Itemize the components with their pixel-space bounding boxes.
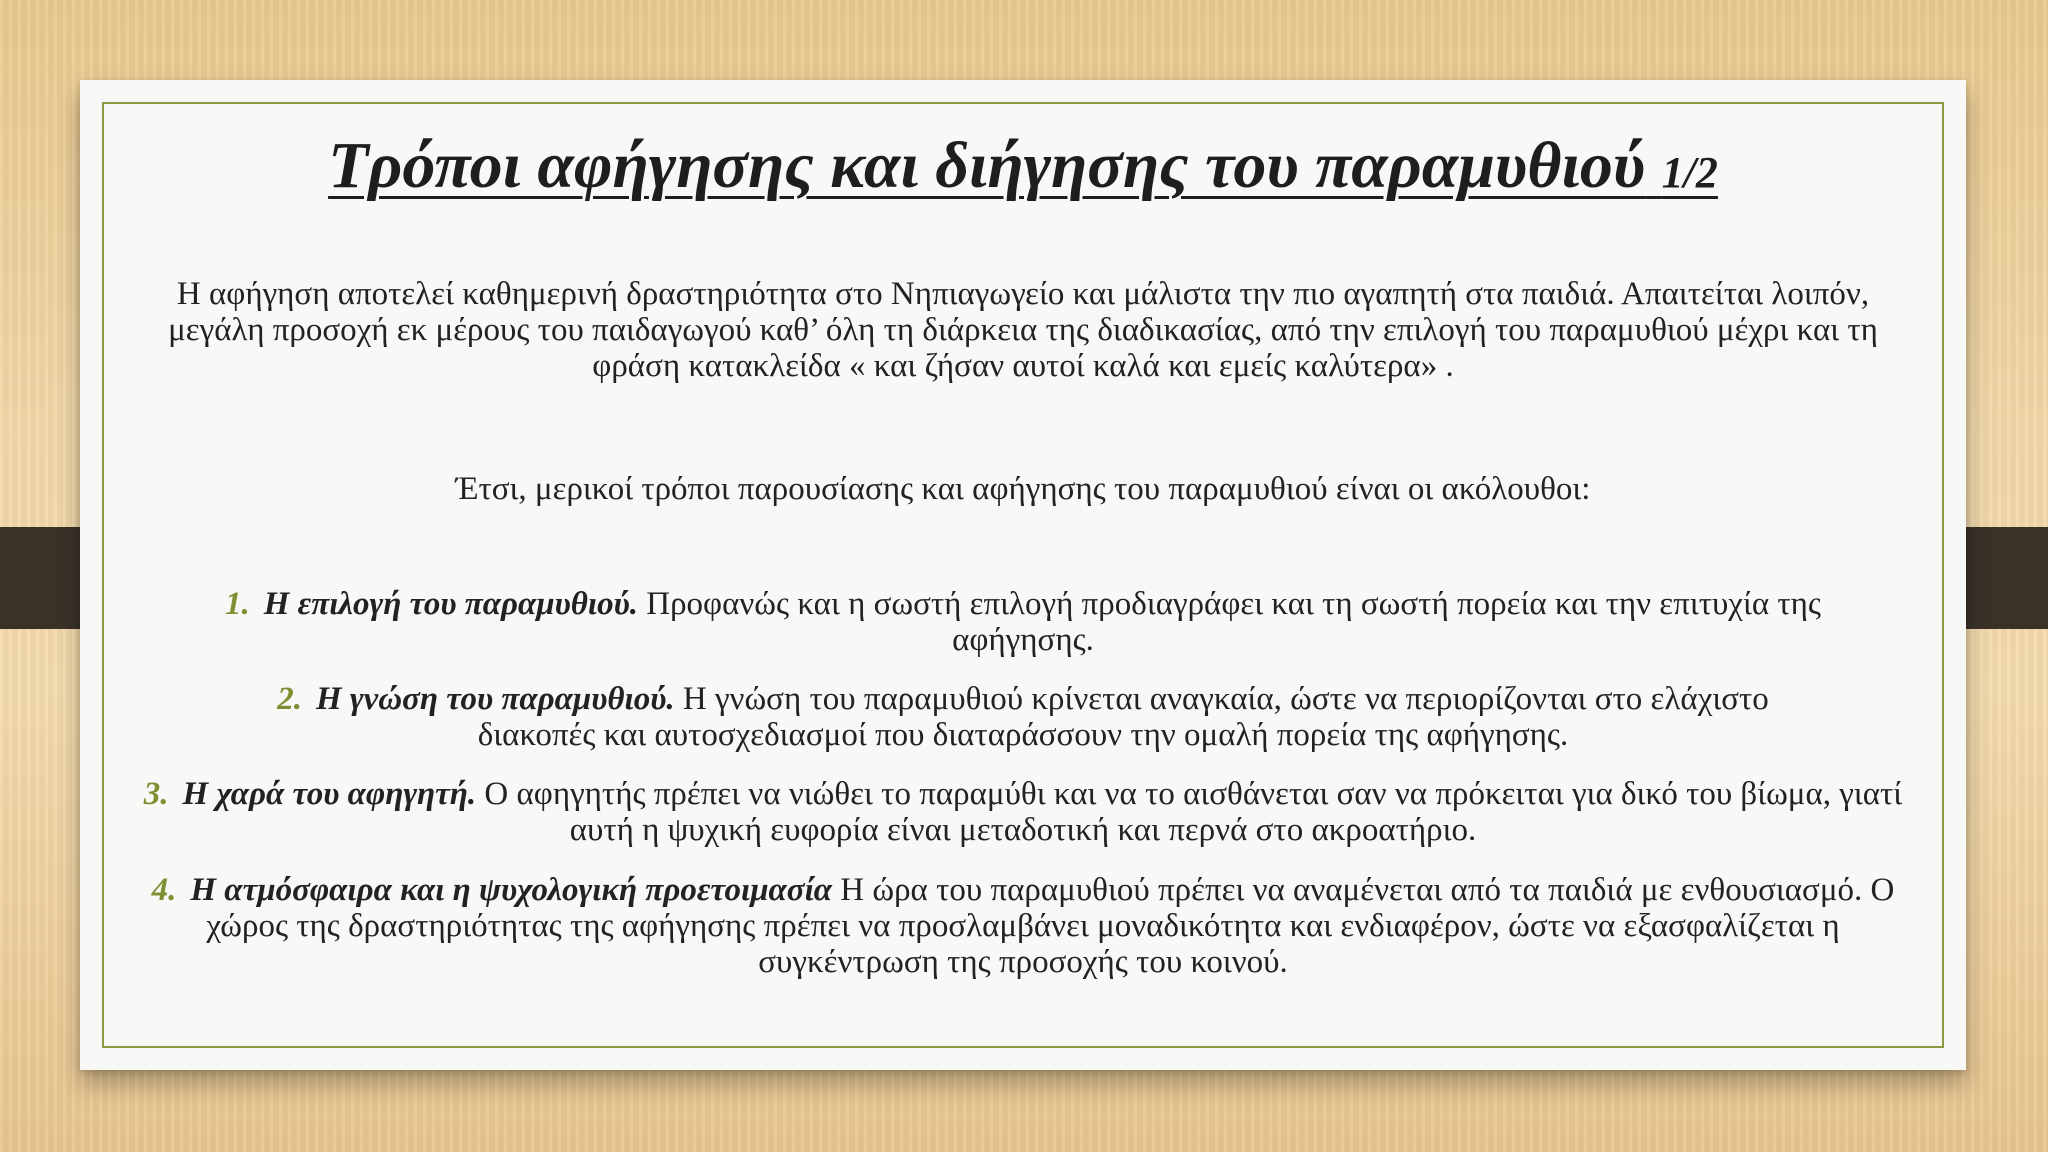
list-item-number: 4.: [151, 872, 177, 908]
slide-title-number: 1/2: [1661, 148, 1718, 197]
list-item-text: Προφανώς και η σωστή επιλογή προδιαγράφει και τη σωστή πορεία και την επιτυχία της αφήγησης.: [637, 586, 1821, 658]
list-item-label: Η ατμόσφαιρα και η ψυχολογική προετοιμασία: [190, 872, 833, 908]
slide-card: [80, 80, 1966, 1070]
list-item-number: 1.: [225, 586, 250, 622]
list-item-number: 3.: [143, 776, 169, 812]
list-item: [140, 776, 1906, 848]
list-item: [220, 681, 1826, 753]
slide-title: [80, 128, 1966, 204]
slide-title-text: Τρόποι αφήγησης και διήγησης του παραμυθιού: [328, 129, 1646, 202]
intro-paragraph: Η αφήγηση αποτελεί καθημερινή δραστηριότητα στο Νηπιαγωγείο και μάλιστα την πιο αγαπητή στα παιδιά. Απαιτείται λοιπόν, μεγάλη προσοχή εκ μέρους του παιδαγωγού καθ’ όλη τη διάρκεια της διαδικασίας, από την επιλογή του παραμυθιού μέχρι και τη φράση κατακλείδα « και ζήσαν αυτοί καλά και εμείς καλύτερα» .: [168, 276, 1878, 384]
list-item-label: Η γνώση του παραμυθιού.: [315, 681, 675, 717]
list-item-text: Ο αφηγητής πρέπει να νιώθει το παραμύθι και να το αισθάνεται σαν να πρόκειται για δικό του βίωμα, γιατί αυτή η ψυχική ευφορία είναι μεταδοτική και περνά στο ακροατήριο.: [476, 776, 1903, 848]
list-item-label: Η επιλογή του παραμυθιού.: [263, 586, 638, 622]
list-item-text: Η γνώση του παραμυθιού κρίνεται αναγκαία, ώστε να περιορίζονται στο ελάχιστο διακοπές και αυτοσχεδιασμοί που διαταράσσουν την ομαλή πορεία της αφήγησης.: [477, 681, 1769, 753]
list-item-number: 2.: [277, 681, 302, 717]
list-item: [180, 586, 1866, 658]
list-item-text: Η ώρα του παραμυθιού πρέπει να αναμένεται από τα παιδιά με ενθουσιασμό. Ο χώρος της δραστηριότητας της αφήγησης πρέπει να προσλαμβάνει μοναδικότητα και ενδιαφέρον, ώστε να εξασφαλίζεται η συγκέντρωση της προσοχής του κοινού.: [206, 872, 1895, 980]
list-item: [140, 872, 1906, 980]
lead-sentence: Έτσι, μερικοί τρόποι παρουσίασης και αφήγησης του παραμυθιού είναι οι ακόλουθοι:: [455, 471, 1591, 507]
list-item-label: Η χαρά του αφηγητή.: [182, 776, 477, 812]
